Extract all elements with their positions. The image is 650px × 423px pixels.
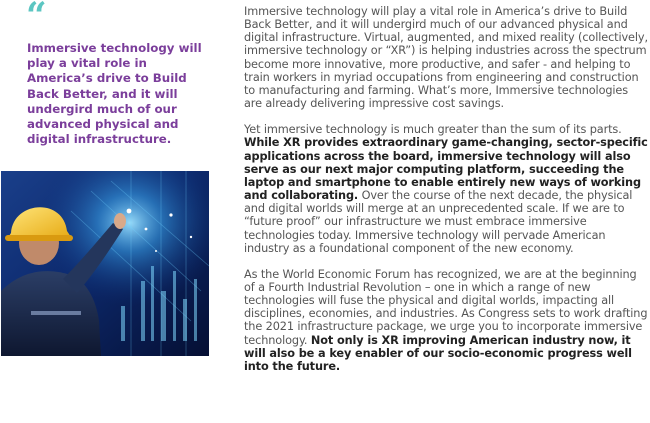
worker-with-hard-hat-touching-holographic-display-icon [1,171,209,356]
paragraph-2-rest: Over the course of the next decade, the physical and digital worlds will merge at an unprecedented scale. If we are to “future proof” our infrastructure we must embrace immersive technologies today. Immersive technology will pervade American industry as a foundational component of the new economy. [244,189,633,255]
quote-mark: “ [26,0,47,37]
paragraph-1: Immersive technology will play a vital role in America’s drive to Build Back Better, and it will undergird much of our advanced physical and digital infrastructure. Virtual, augmented, and mixed reality (collectively, immersive technology or “XR”) is helping industries across the spectrum become more innovative, more productive, and safer - and helping to train workers in myriad occupations from engineering and construction to manufacturing and farming. What’s more, Immersive technologies are already delivering impressive cost savings. [244,5,648,111]
worker-hologram-photo [1,171,209,356]
paragraph-3-bold: Not only is XR improving American industry now, it will also be a key enabler of our socio-economic progress well into the future. [244,333,632,373]
paragraph-2-bold: While XR provides extraordinary game-changing, sector-specific applications across the board, immersive technology will also serve as our next major computing platform, succeeding the laptop and smartphone to enable entirely new ways of working and collaborating. [244,136,648,203]
paragraph-3-text: As the World Economic Forum has recognized, we are at the beginning of a Fourth Industrial Revolution – one in which a range of new technologies will fuse the physical and digital worlds, impacting all disciplines, economies, and industries. As Congress sets to work drafting the 2021 infrastructure package, we urge you to incorporate immersive technology. [244,267,648,347]
paragraph-2-intro: Yet immersive technology is much greater than the sum of its parts. [244,123,622,137]
paragraph-3 [244,268,648,373]
pull-quote: Immersive technology will play a vital role in America’s drive to Build Back Better, and it will undergird much of our advanced physical and digital infrastructure. [27,41,202,147]
paragraph-2 [244,123,648,255]
article-body [244,5,648,386]
